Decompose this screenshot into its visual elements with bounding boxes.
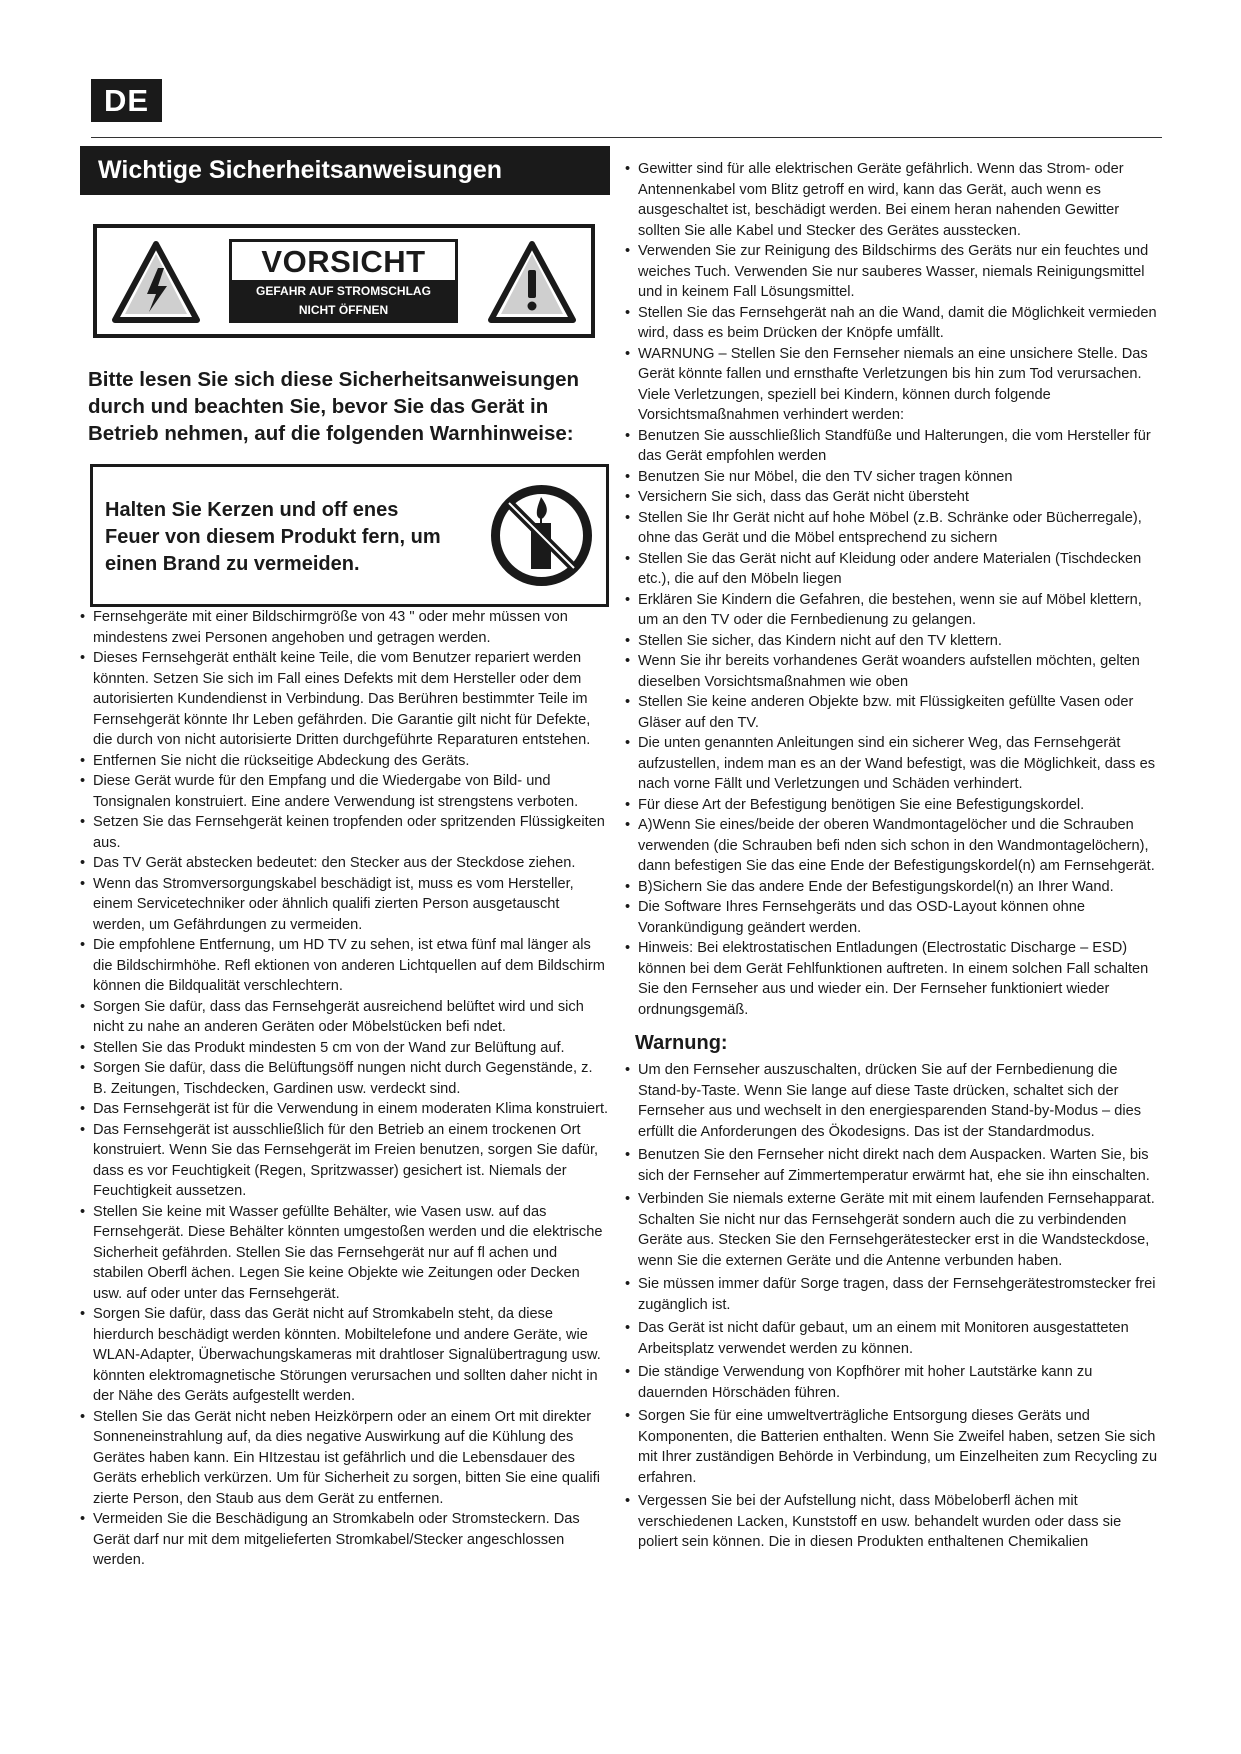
list-item: • Stellen Sie das Fernsehgerät nah an die Wand, damit die Möglichkeit vermieden wird, dass es beim Drücken der Knöpfe umfällt. [625,303,1160,344]
left-column [80,146,610,1571]
list-item: • Die Software Ihres Fernsehgeräts und das OSD-Layout können ohne Vorankündigung geändert werden. [625,897,1160,938]
warning-list [625,1060,1160,1553]
list-item: • Stellen Sie keine mit Wasser gefüllte Behälter, wie Vasen usw. auf das Fernsehgerät. Diese Behälter könnten umgestoßen werden und die elektrische Sicherheit gefährden. Stellen Sie das Fernsehgerät nur auf fl achen und stabilen Oberfl ächen. Legen Sie keine Objekte wie Zeitungen oder Decken usw. auf oder unter das Fernsehgerät. [80,1202,610,1305]
intro-text: Bitte lesen Sie sich diese Sicherheitsanweisungen durch und beachten Sie, bevor Sie das Gerät in Betrieb nehmen, auf die folgenden Warnhinweise: [88,368,580,445]
list-item: • Sorgen Sie für eine umweltverträgliche Entsorgung dieses Geräts und Komponenten, die Batterien enthalten. Wenn Sie Zweifel haben, setzen Sie sich mit Ihrer zuständigen Behörde in Verbindung, um Einzelheiten zum Recycling zu erfahren. [625,1406,1160,1488]
list-item: • Um den Fernseher auszuschalten, drücken Sie auf der Fernbedienung die Stand-by-Taste. Wenn Sie lange auf diese Taste drücken, schaltet sich der Fernseher aus und wechselt in den energiesparenden Stand-by-Modus – dies erfüllt die Anforderungen des Ökodesigns. Das ist der Standardmodus. [625,1060,1160,1142]
caution-label [93,224,595,338]
list-item: • B)Sichern Sie das andere Ende der Befestigungskordel(n) an Ihrer Wand. [625,877,1160,898]
list-item: • Setzen Sie das Fernsehgerät keinen tropfenden oder spritzenden Flüssigkeiten aus. [80,812,610,853]
list-item: • Stellen Sie das Produkt mindesten 5 cm von der Wand zur Belüftung auf. [80,1038,610,1059]
list-item: • A)Wenn Sie eines/beide der oberen Wandmontagelöcher und die Schrauben verwenden (die Schrauben befi nden sich schon in den Wandmontagelöchern), dann befestigen Sie das eine Ende der Befestigungskordel(n) am Fernsehgerät. [625,815,1160,877]
list-item: • Diese Gerät wurde für den Empfang und die Wiedergabe von Bild- und Tonsignalen konstruiert. Eine andere Verwendung ist strengstens verboten. [80,771,610,812]
list-item: • Vergessen Sie bei der Aufstellung nicht, dass Möbeloberfl ächen mit verschiedenen Lacken, Kunststoff en usw. behandelt wurden oder dass sie poliert sein können. Die in diesen Produkten enthaltenen Chemikalien [625,1491,1160,1553]
right-safety-list [625,159,1160,1020]
list-item: • Das TV Gerät abstecken bedeutet: den Stecker aus der Steckdose ziehen. [80,853,610,874]
right-column [625,159,1160,1556]
list-item: • Stellen Sie sicher, das Kindern nicht auf den TV klettern. [625,631,1160,652]
list-item: • Benutzen Sie nur Möbel, die den TV sicher tragen können [625,467,1160,488]
list-item: • Das Fernsehgerät ist ausschließlich für den Betrieb an einem trockenen Ort konstruiert. Wenn Sie das Fernsehgerät im Freien benutzen, sorgen Sie dafür, dass es vor Feuchtigkeit (Regen, Spritzwasser) gesichert ist. Niemals der Feuchtigkeit aussetzen. [80,1120,610,1202]
fire-warning-box [90,464,609,607]
list-item: • Sie müssen immer dafür Sorge tragen, dass der Fernsehgerätestromstecker frei zugänglich ist. [625,1274,1160,1315]
list-item: • Sorgen Sie dafür, dass das Fernsehgerät ausreichend belüftet wird und sich nicht zu nahe an anderen Geräten oder Möbelstücken befi ndet. [80,997,610,1038]
list-item: • Die unten genannten Anleitungen sind ein sicherer Weg, das Fernsehgerät aufzustellen, indem man es an der Wand befestigt, was die Möglichkeit, dass es nach vorne Fällt und Verletzungen und Schäden verhindert. [625,733,1160,795]
list-item: • Vermeiden Sie die Beschädigung an Stromkabeln oder Stromsteckern. Das Gerät darf nur mit dem mitgelieferten Stromkabel/Stecker angeschlossen werden. [80,1509,610,1571]
list-item: • Versichern Sie sich, dass das Gerät nicht übersteht [625,487,1160,508]
list-item: • Erklären Sie Kindern die Gefahren, die bestehen, wenn sie auf Möbel klettern, um an den TV oder die Fernbedienung zu gelangen. [625,590,1160,631]
list-item: • Stellen Sie das Gerät nicht neben Heizkörpern oder an einem Ort mit direkter Sonneneinstrahlung auf, da dies negative Auswirkung auf die Kühlung des Gerätes haben kann. Ein HItzestau ist gefährlich und die Lebensdauer des Geräts erheblich verkürzen. Um für Sicherheit zu sorgen, bitten Sie eine qualifi zierte Person, den Staub aus dem Gerät zu entfernen. [80,1407,610,1510]
no-open-flame-icon [489,483,594,588]
caution-word: VORSICHT [261,244,426,279]
list-item: • Wenn Sie ihr bereits vorhandenes Gerät woanders aufstellen möchten, gelten dieselben Vorsichtsmaßnahmen wie oben [625,651,1160,692]
list-item: • Das Gerät ist nicht dafür gebaut, um an einem mit Monitoren ausgestatteten Arbeitsplatz verwendet werden zu können. [625,1318,1160,1359]
caution-subtitle [232,280,455,321]
header-rule [91,137,1162,138]
list-item: • Gewitter sind für alle elektrischen Geräte gefährlich. Wenn das Strom- oder Antennenkabel vom Blitz getroff en wird, kann das Gerät, auch wenn es ausgeschaltet ist, beschädigt werden. Bei einem heran nahenden Gewitter sollten Sie alle Kabel und Stecker des Gerätes ausstecken. [625,159,1160,241]
list-item: • Hinweis: Bei elektrostatischen Entladungen (Electrostatic Discharge – ESD) können bei dem Gerät Fehlfunktionen auftreten. In einem solchen Fall schalten Sie den Fernseher aus und wieder ein. Der Fernseher funktioniert wieder ordnungsgemäß. [625,938,1160,1020]
section-title: Wichtige Sicherheitsanweisungen [80,146,610,195]
left-safety-list [80,607,610,1571]
caution-center [229,239,458,323]
list-item: • Stellen Sie keine anderen Objekte bzw. mit Flüssigkeiten gefüllte Vasen oder Gläser auf den TV. [625,692,1160,733]
list-item: • Sorgen Sie dafür, dass die Belüftungsöff nungen nicht durch Gegenstände, z. B. Zeitungen, Tischdecken, Gardinen usw. verdeckt sind. [80,1058,610,1099]
list-item: • Stellen Sie Ihr Gerät nicht auf hohe Möbel (z.B. Schränke oder Bücherregale), ohne das Gerät und die Möbel entsprechend zu sichern [625,508,1160,549]
fire-warning-text: Halten Sie Kerzen und off enes Feuer von diesem Produkt fern, um einen Brand zu vermeiden. [105,499,441,575]
list-item: • Entfernen Sie nicht die rückseitige Abdeckung des Geräts. [80,751,610,772]
list-item: • Benutzen Sie den Fernseher nicht direkt nach dem Auspacken. Warten Sie, bis sich der Fernseher auf Zimmertemperatur erwärmt hat, ehe sie ihn einschalten. [625,1145,1160,1186]
list-item: • Verwenden Sie zur Reinigung des Bildschirms des Geräts nur ein feuchtes und weiches Tuch. Verwenden Sie nur sauberes Wasser, niemals Reinigungsmittel und in keinem Fall Lösungsmittel. [625,241,1160,303]
list-item: • Für diese Art der Befestigung benötigen Sie eine Befestigungskordel. [625,795,1160,816]
warning-heading: Warnung: [635,1032,728,1054]
list-item: • Wenn das Stromversorgungskabel beschädigt ist, muss es vom Hersteller, einem Servicetechniker oder ähnlich qualifi zierten Person ausgetauscht werden, um Gefährdungen zu vermeiden. [80,874,610,936]
list-item: • WARNUNG – Stellen Sie den Fernseher niemals an eine unsichere Stelle. Das Gerät könnte fallen und ernsthafte Verletzungen bis hin zum Tod verursachen. Viele Verletzungen, speziell bei Kindern, können durch folgende Vorsichtsmaßnahmen verhindert werden: [625,344,1160,426]
list-item: • Die empfohlene Entfernung, um HD TV zu sehen, ist etwa fünf mal länger als die Bildschirmhöhe. Refl ektionen von anderen Lichtquellen auf dem Bildschirm können die Bildqualität verschlechtern. [80,935,610,997]
lightning-warning-icon [111,240,201,324]
list-item: • Die ständige Verwendung von Kopfhörer mit hoher Lautstärke kann zu dauernden Hörschäden führen. [625,1362,1160,1403]
list-item: • Stellen Sie das Gerät nicht auf Kleidung oder andere Materialen (Tischdecken etc.), die auf den Möbeln liegen [625,549,1160,590]
list-item: • Sorgen Sie dafür, dass das Gerät nicht auf Stromkabeln steht, da diese hierdurch beschädigt werden könnten. Mobiltelefone und andere Geräte, wie WLAN-Adapter, Überwachungskameras mit drahtloser Signalübertragung usw. könnten elektromagnetische Störungen verursachen und sollten daher nicht in der Nähe des Geräts aufgestellt werden. [80,1304,610,1407]
list-item: • Dieses Fernsehgerät enthält keine Teile, die vom Benutzer repariert werden könnten. Setzen Sie sich im Fall eines Defekts mit dem Hersteller oder dem autorisierten Kundendienst in Verbindung. Das Berühren bestimmter Teile im Fernsehgerät könnte Ihr Leben gefährden. Die Garantie gilt nicht für Defekte, die durch von nicht autorisierte Dritten durchgeführte Reparaturen entstehen. [80,648,610,751]
caution-line-1: GEFAHR AUF STROMSCHLAG [256,284,431,298]
language-tag: DE [91,79,162,122]
list-item: • Fernsehgeräte mit einer Bildschirmgröße von 43 " oder mehr müssen von mindestens zwei Personen angehoben und getragen werden. [80,607,610,648]
caution-line-2: NICHT ÖFFNEN [298,303,389,317]
exclamation-warning-icon [487,240,577,324]
list-item: • Benutzen Sie ausschließlich Standfüße und Halterungen, die vom Hersteller für das Gerät empfohlen werden [625,426,1160,467]
list-item: • Verbinden Sie niemals externe Geräte mit mit einem laufenden Fernsehapparat. Schalten Sie nicht nur das Fernsehgerät sondern auch die zu verbindenden Geräte aus. Stecken Sie den Fernsehgerätestecker erst in die Wandsteckdose, wenn Sie die externen Geräte und die Antenne verbunden haben. [625,1189,1160,1271]
list-item: • Das Fernsehgerät ist für die Verwendung in einem moderaten Klima konstruiert. [80,1099,610,1120]
